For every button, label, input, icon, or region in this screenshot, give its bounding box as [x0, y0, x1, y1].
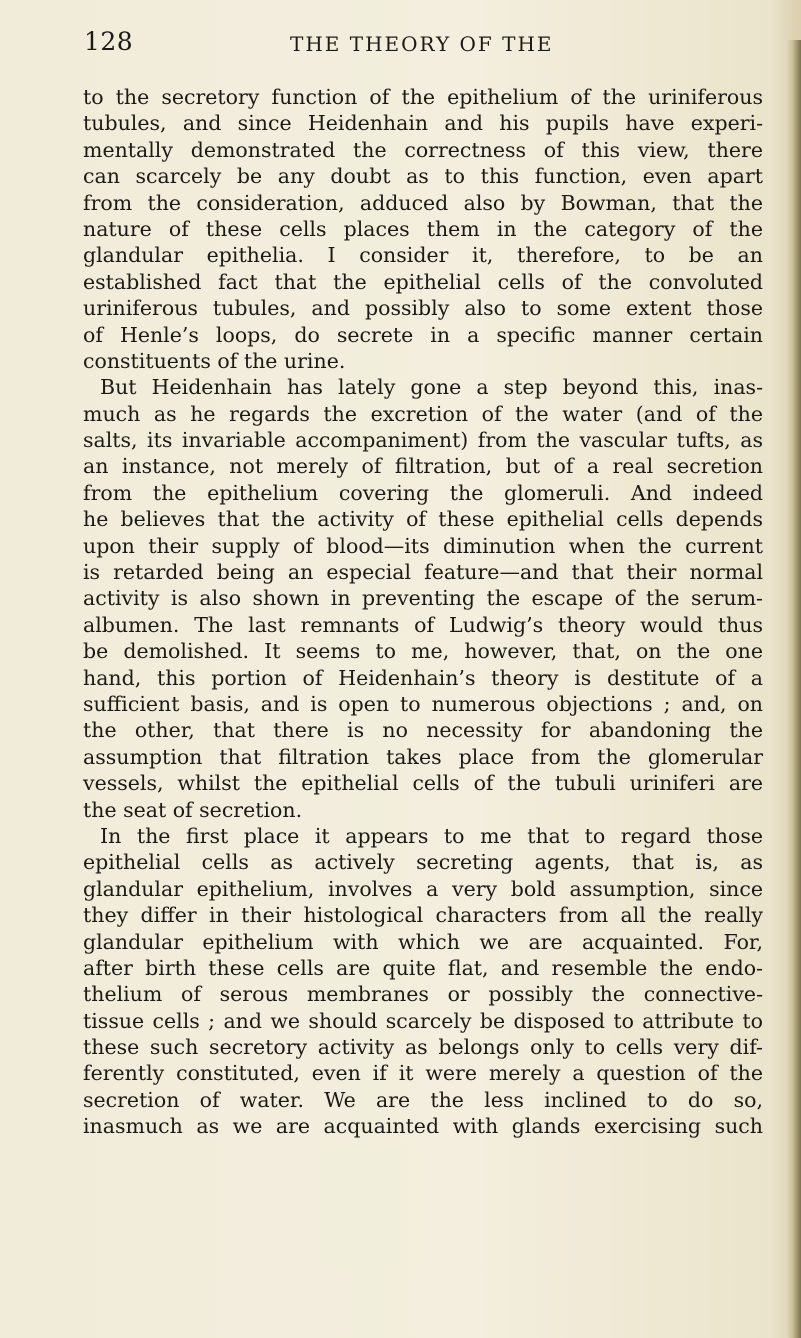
text-line: established fact that the epithelial cells of the convoluted — [83, 269, 763, 294]
text-line: tissue cells ; and we should scarcely be disposed to attribute to — [83, 1008, 763, 1033]
text-line: be demolished. It seems to me, however, that, on the one — [83, 639, 763, 664]
text-line: albumen. The last remnants of Ludwig’s theory would thus — [83, 612, 763, 637]
running-head: THE THEORY OF THE — [290, 32, 554, 56]
text-line: mentally demonstrated the correctness of this view, there — [83, 137, 763, 162]
page-binding-edge — [787, 40, 801, 1338]
text-line: hand, this portion of Heidenhain’s theory is destitute of a — [83, 665, 763, 690]
text-line: ferently constituted, even if it were merely a question of the — [83, 1061, 763, 1086]
text-line: can scarcely be any doubt as to this function, even apart — [83, 164, 763, 189]
text-line: much as he regards the excretion of the water (and of the — [83, 401, 763, 426]
text-line: he believes that the activity of these epithelial cells depends — [83, 507, 763, 532]
text-line: sufficient basis, and is open to numerous objections ; and, on — [83, 691, 763, 716]
text-line: glandular epithelia. I consider it, therefore, to be an — [83, 243, 763, 268]
text-line: thelium of serous membranes or possibly the connective- — [83, 982, 763, 1007]
text-line: activity is also shown in preventing the escape of the serum- — [83, 586, 763, 611]
text-line: these such secretory activity as belongs only to cells very dif- — [83, 1035, 763, 1060]
text-line: from the consideration, adduced also by Bowman, that the — [83, 190, 763, 215]
text-line: glandular epithelium with which we are acquainted. For, — [83, 929, 763, 954]
text-line: salts, its invariable accompaniment) from the vascular tufts, as — [83, 428, 763, 453]
text-line: an instance, not merely of filtration, but of a real secretion — [83, 454, 763, 479]
text-line: upon their supply of blood—its diminution when the current — [83, 533, 763, 558]
text-line: after birth these cells are quite flat, and resemble the endo- — [83, 955, 763, 980]
text-line: nature of these cells places them in the category of the — [83, 216, 763, 241]
text-line: they differ in their histological characters from all the really — [83, 903, 763, 928]
text-line: uriniferous tubules, and possibly also to some extent those — [83, 296, 763, 321]
text-line: the other, that there is no necessity for abandoning the — [83, 718, 763, 743]
text-line: vessels, whilst the epithelial cells of the tubuli uriniferi are — [83, 771, 763, 796]
text-line: inasmuch as we are acquainted with glands exercising such — [83, 1114, 763, 1139]
text-line: secretion of water. We are the less inclined to do so, — [83, 1087, 763, 1112]
text-line: to the secretory function of the epithelium of the uriniferous — [83, 85, 763, 109]
text-line: epithelial cells as actively secreting agents, that is, as — [83, 850, 763, 875]
text-line: But Heidenhain has lately gone a step beyond this, inas- — [100, 375, 763, 400]
text-line: of Henle’s loops, do secrete in a specific manner certain — [83, 322, 763, 347]
page-number: 128 — [84, 27, 134, 56]
text-line: is retarded being an especial feature—and that their normal — [83, 560, 763, 585]
text-line: constituents of the urine. — [83, 348, 346, 373]
text-line: tubules, and since Heidenhain and his pupils have experi- — [83, 111, 763, 136]
text-line: assumption that filtration takes place from the glomerular — [83, 744, 763, 769]
text-line: the seat of secretion. — [83, 797, 303, 822]
text-line: from the epithelium covering the glomeruli. And indeed — [83, 480, 763, 505]
text-line: glandular epithelium, involves a very bold assumption, since — [83, 876, 763, 901]
text-line: In the first place it appears to me that to regard those — [100, 823, 763, 848]
body-text — [83, 84, 763, 1140]
